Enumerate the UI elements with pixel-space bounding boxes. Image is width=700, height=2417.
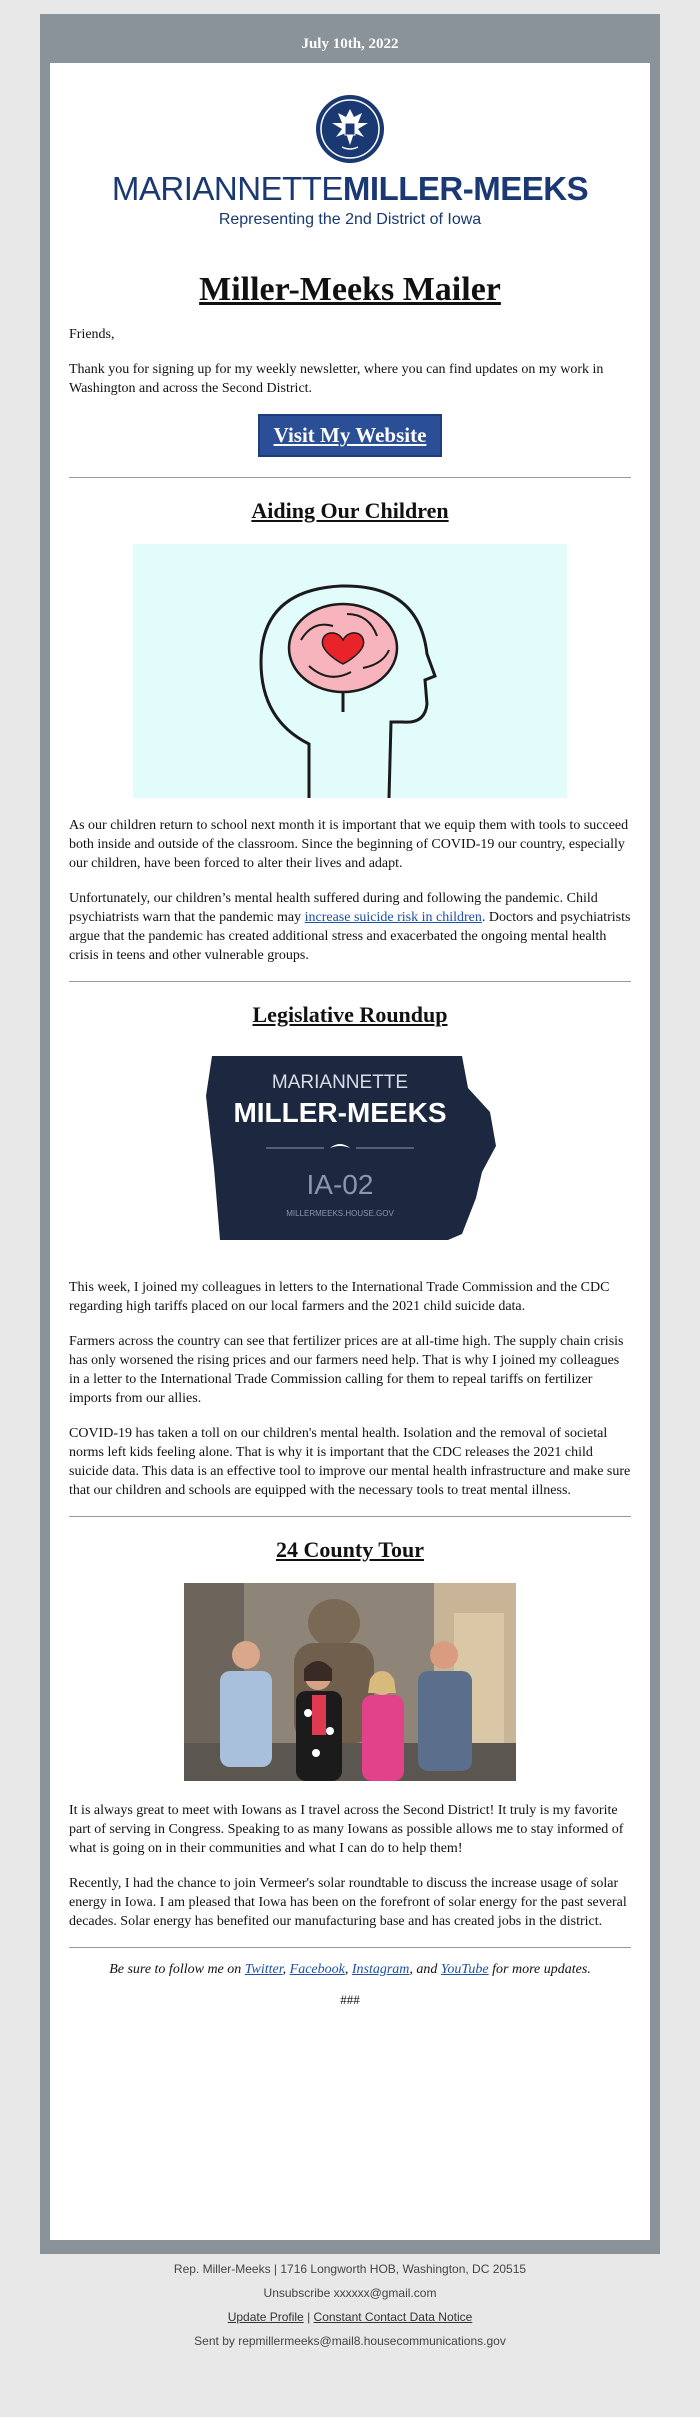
section-heading-legislative: Legislative Roundup <box>252 1002 448 1027</box>
newsletter-date: July 10th, 2022 <box>301 36 399 52</box>
brand-last-name: MILLER-MEEKS <box>342 170 589 207</box>
footer-unsubscribe[interactable]: Unsubscribe xxxxxx@gmail.com <box>263 2286 437 2300</box>
update-profile-link[interactable]: Update Profile <box>227 2310 304 2324</box>
social-and: and <box>416 1962 438 1977</box>
legislative-paragraph-1: This week, I joined my colleagues in letters to the International Trade Commission and the CDC regarding high tariffs placed on our local farmers and the 2021 child suicide data. <box>69 1280 610 1314</box>
divider <box>69 1516 631 1517</box>
brand-wordmark <box>69 169 631 229</box>
children-paragraph-2 <box>69 889 631 965</box>
tour-paragraph-1: It is always great to meet with Iowans as I travel across the Second District! It truly is my favorite part of serving in Congress. Speaking to as many Iowans as possible allows me to stay informed of what is going on in their communities and what I can do to help them! <box>69 1803 624 1856</box>
social-suffix: for more updates. <box>488 1962 591 1977</box>
divider <box>69 981 631 982</box>
brain-heart-illustration <box>133 544 567 798</box>
footer-sent-by: Sent by repmillermeeks@mail8.housecommunications.gov <box>194 2334 506 2348</box>
greeting: Friends, <box>69 327 115 342</box>
facebook-link[interactable]: Facebook <box>289 1962 345 1977</box>
newsletter-body <box>50 63 650 2240</box>
newsletter-frame <box>40 14 660 2254</box>
visit-website-button[interactable]: Visit My Website <box>258 414 443 457</box>
instagram-link[interactable]: Instagram <box>351 1962 410 1977</box>
ia02-badge-image <box>200 1048 500 1248</box>
data-notice-link[interactable]: Constant Contact Data Notice <box>313 2310 473 2324</box>
brand-first-name: MARIANNETTE <box>111 170 343 207</box>
intro-text: Thank you for signing up for my weekly newsletter, where you can find updates on my work in Washington and across the Second District. <box>69 362 604 396</box>
county-tour-photo <box>184 1583 516 1781</box>
footer-separator: | <box>307 2310 311 2324</box>
twitter-link[interactable]: Twitter <box>244 1962 283 1977</box>
divider <box>69 477 631 478</box>
section-heading-children: Aiding Our Children <box>251 498 449 523</box>
badge-district: IA-02 <box>306 1169 374 1200</box>
house-seal-logo <box>314 93 386 165</box>
legislative-paragraph-3: COVID-19 has taken a toll on our children's mental health. Isolation and the removal of societal norms left kids feeling alone. That is why it is important that the CDC releases the 2021 child suicide data. This data is an effective tool to improve our mental health infrastructure and make sure that our children and schools are equipped with the necessary tools to treat mental illness. <box>69 1426 631 1498</box>
social-follow-line: Be sure to follow me on Twitter, Facebook, Instagram, and YouTube for more updates. <box>109 1962 591 1977</box>
youtube-link[interactable]: YouTube <box>440 1962 489 1977</box>
divider <box>69 1947 631 1948</box>
badge-last-name: MILLER-MEEKS <box>233 1097 447 1128</box>
tour-paragraph-2: Recently, I had the chance to join Vermeer's solar roundtable to discuss the increase usage of solar energy in Iowa. I am pleased that Iowa has been on the forefront of solar energy for the past several decades. Solar energy has benefited our manufacturing base and has created jobs in the district. <box>69 1876 627 1929</box>
brand-tagline: Representing the 2nd District of Iowa <box>218 211 482 228</box>
children-paragraph-2-end: . Doctors and psychiatrists argue that the pandemic has created additional stress and exacerbated the ongoing mental health crisis in teens and other vulnerable groups. <box>69 910 631 963</box>
section-heading-tour: 24 County Tour <box>276 1537 424 1562</box>
end-mark: ### <box>340 1992 360 2007</box>
children-paragraph-2-start: Unfortunately, our children’s mental health suffered during and following the pandemic. Child psychiatrists warn that the pandemic may <box>69 891 598 925</box>
badge-first-name: MARIANNETTE <box>271 1072 409 1093</box>
suicide-risk-link[interactable]: increase suicide risk in children <box>304 910 482 925</box>
footer-address: Rep. Miller-Meeks | 1716 Longworth HOB, Washington, DC 20515 <box>173 2262 527 2276</box>
legislative-paragraph-2: Farmers across the country can see that fertilizer prices are at all-time high. The supply chain crisis has only worsened the rising prices and our farmers need help. That is why I joined my colleagues in a letter to the International Trade Commission calling for them to repeal tariffs on fertilizer imports from our allies. <box>69 1334 624 1406</box>
email-footer <box>0 2262 700 2358</box>
social-prefix: Be sure to follow me on <box>109 1962 245 1977</box>
children-paragraph-1: As our children return to school next month it is important that we equip them with tools to succeed both inside and outside of the classroom. Since the beginning of COVID-19 our country, especially our children, have been forced to alter their lives and adapt. <box>69 818 629 871</box>
newsletter-title: Miller-Meeks Mailer <box>199 271 501 308</box>
badge-url: MILLERMEEKS.HOUSE.GOV <box>286 1209 394 1218</box>
